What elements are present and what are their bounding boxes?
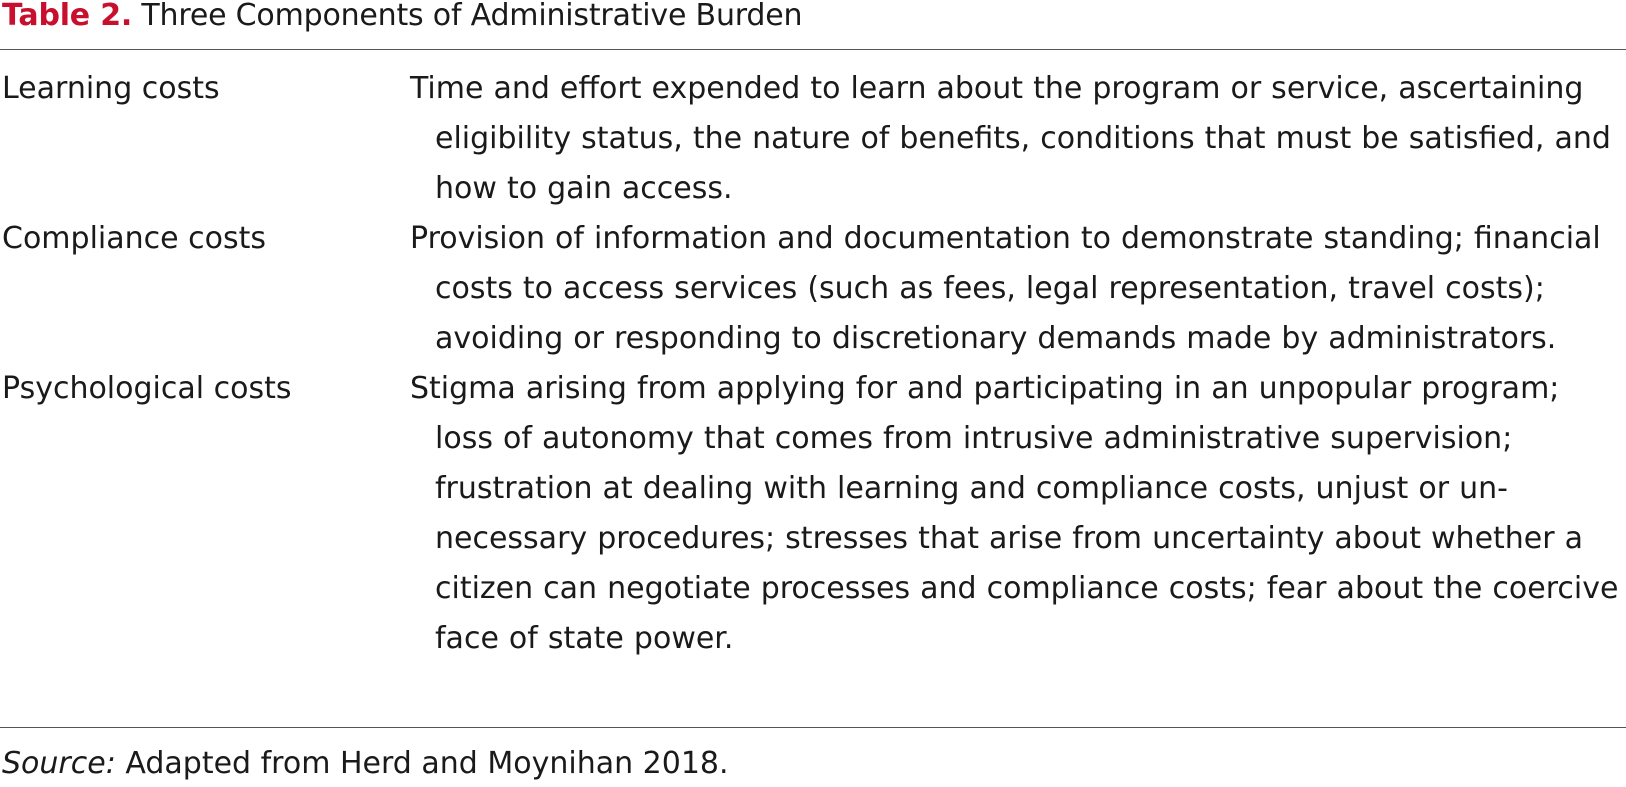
row-term: Compliance costs	[2, 221, 266, 256]
row-definition: Stigma arising from applying for and participating in an unpopular program; loss of autonomy that comes from intrusive administrative supervision; frustration at dealing with learning and compliance costs, unjust or unnecessary procedures; stresses that arise from uncertainty about whether a citizen can negotiate processes and compliance costs; fear about the coercive face of state power.	[410, 371, 1619, 656]
table-row	[0, 214, 1626, 364]
table-title: Three Components of Administrative Burden	[141, 0, 803, 33]
row-definition: Time and effort expended to learn about the program or service, ascertaining eligibility status, the nature of benefits, conditions that must be satisfied, and how to gain access.	[410, 71, 1611, 206]
table-row	[0, 64, 1626, 214]
table-source-note	[2, 741, 729, 787]
row-definition: Provision of information and documentation to demonstrate standing; financial costs to access services (such as fees, legal representation, travel costs); avoiding or responding to discretionary demands made by administrators.	[410, 221, 1601, 356]
row-term: Psychological costs	[2, 371, 292, 406]
top-rule	[0, 49, 1626, 50]
source-label: Source:	[2, 746, 116, 781]
row-term: Learning costs	[2, 71, 220, 106]
table-row	[0, 364, 1626, 664]
bottom-rule	[0, 727, 1626, 728]
table-body	[0, 64, 1626, 664]
table-caption	[2, 0, 802, 40]
table-label: Table 2.	[2, 0, 133, 33]
source-text: Adapted from Herd and Moynihan 2018.	[125, 746, 729, 781]
